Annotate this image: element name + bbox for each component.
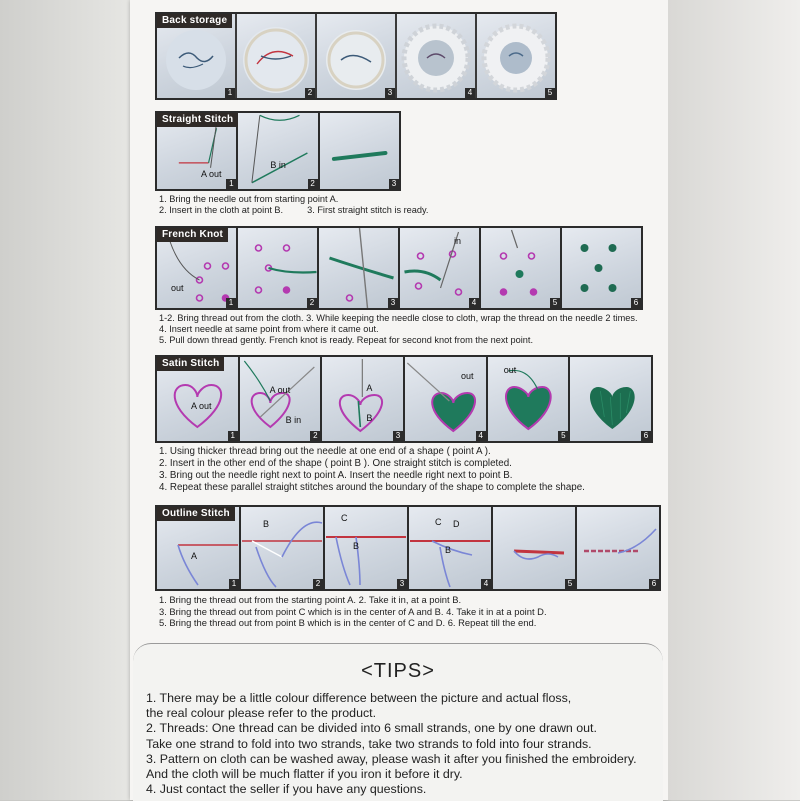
panel-number: 1 xyxy=(225,88,235,98)
panel-number: 6 xyxy=(641,431,651,441)
label-b-2: B xyxy=(353,541,360,551)
outline-stitch-instructions xyxy=(159,594,661,629)
back-storage-section xyxy=(155,12,557,100)
label-c: C xyxy=(341,513,348,523)
back-storage-title: Back storage xyxy=(157,14,232,28)
instruction-line xyxy=(159,205,428,216)
panel-number: 3 xyxy=(389,179,399,189)
outline-stitch-panel-6 xyxy=(577,507,659,589)
instruction-line: 5. Pull down thread gently. French knot is ready. Repeat for second knot from the next point. xyxy=(159,335,533,346)
satin-stitch-panel-5 xyxy=(488,357,569,441)
french-knot-strip xyxy=(155,226,643,310)
instruction-line: 3. Bring out the needle right next to point A. Insert the needle right next to point B. xyxy=(159,470,513,481)
tip-line: 3. Pattern on cloth can be washed away, please wash it after you finished the embroidery. xyxy=(146,751,637,766)
outline-stitch-title: Outline Stitch xyxy=(157,507,235,521)
outline-stitch-panel-4 xyxy=(409,507,491,589)
back-storage-panel-4 xyxy=(397,14,475,98)
french-knot-panel-3 xyxy=(319,228,398,308)
satin-stitch-strip xyxy=(155,355,653,443)
straight-stitch-title: Straight Stitch xyxy=(157,113,238,127)
instruction-line: 1. Bring the needle out from starting point A. xyxy=(159,194,339,204)
satin-stitch-panel-3 xyxy=(322,357,403,441)
panel-number: 4 xyxy=(465,88,475,98)
satin-stitch-panel-2 xyxy=(240,357,321,441)
panel-number: 4 xyxy=(469,298,479,308)
back-storage-panel-3 xyxy=(317,14,395,98)
tip-line: 4. Just contact the seller if you have any questions. xyxy=(146,782,427,797)
tip-line: And the cloth will be much flatter if you iron it before it dry. xyxy=(146,767,463,782)
satin-stitch-title: Satin Stitch xyxy=(157,357,224,371)
label-out: out xyxy=(171,283,184,293)
panel-number: 3 xyxy=(393,431,403,441)
panel-number: 2 xyxy=(313,579,323,589)
instruction-line: 2. Insert in the other end of the shape ( point B ). One straight stitch is completed. xyxy=(159,458,512,469)
tip-line: Take one strand to fold into two strands, take two strands to fold into four strands. xyxy=(146,736,592,751)
straight-stitch-section xyxy=(155,111,428,216)
tips-panel xyxy=(133,643,663,801)
straight-stitch-panel-3 xyxy=(320,113,399,189)
straight-stitch-strip xyxy=(155,111,401,191)
instruction-text: 3. First straight stitch is ready. xyxy=(307,205,429,216)
label-a-out: A out xyxy=(191,401,212,411)
panel-number: 6 xyxy=(631,298,641,308)
satin-stitch-section xyxy=(155,355,653,494)
label-a: A xyxy=(191,551,198,561)
panel-number: 5 xyxy=(565,579,575,589)
tips-title: <TIPS> xyxy=(361,660,435,682)
label-out: out xyxy=(461,371,474,381)
panel-number: 1 xyxy=(226,179,236,189)
panel-number: 1 xyxy=(228,431,238,441)
instruction-text: 2. Insert in the cloth at point B. xyxy=(159,205,284,216)
label-b: B xyxy=(366,413,373,423)
straight-stitch-panel-2 xyxy=(238,113,317,189)
label-d: D xyxy=(453,519,460,529)
french-knot-panel-2 xyxy=(238,228,317,308)
french-knot-instructions xyxy=(159,313,643,347)
panel-number: 2 xyxy=(308,179,318,189)
panel-number: 5 xyxy=(545,88,555,98)
panel-number: 5 xyxy=(558,431,568,441)
label-b: B xyxy=(263,519,270,529)
french-knot-panel-5 xyxy=(481,228,560,308)
back-storage-panel-2 xyxy=(237,14,315,98)
instruction-line: 1-2. Bring thread out from the cloth. 3. While keeping the needle close to cloth, wrap the thread on the needle 2 times. xyxy=(159,313,638,323)
back-storage-strip xyxy=(155,12,557,100)
panel-number: 3 xyxy=(385,88,395,98)
label-a-out: A out xyxy=(201,169,222,179)
instruction-line: 4. Insert needle at same point from where it came out. xyxy=(159,324,379,335)
panel-number: 3 xyxy=(397,579,407,589)
panel-number: 1 xyxy=(226,298,236,308)
outline-stitch-panel-5 xyxy=(493,507,575,589)
instruction-line: 4. Repeat these parallel straight stitches around the boundary of the shape to complete the shape. xyxy=(159,482,585,493)
satin-stitch-instructions xyxy=(159,446,653,494)
instruction-line: 3. Bring the thread out from point C which is in the center of A and B. 4. Take it in at a point D. xyxy=(159,605,547,617)
panel-number: 4 xyxy=(481,579,491,589)
panel-number: 5 xyxy=(550,298,560,308)
outline-stitch-strip xyxy=(155,505,661,591)
label-b-in: B in xyxy=(270,160,286,170)
panel-number: 3 xyxy=(388,298,398,308)
outline-stitch-section xyxy=(155,505,661,629)
tip-line: the real colour please refer to the product. xyxy=(146,706,377,721)
label-a-out-2: A out xyxy=(269,385,291,395)
outline-stitch-panel-2 xyxy=(241,507,323,589)
instruction-line: 1. Using thicker thread bring out the needle at one end of a shape ( point A ). xyxy=(159,446,491,457)
label-b-3: B xyxy=(445,545,452,555)
label-a: A xyxy=(366,383,373,393)
french-knot-panel-6 xyxy=(562,228,641,308)
label-in: in xyxy=(454,236,462,246)
label-out-2: out xyxy=(503,365,517,375)
outline-stitch-panel-3 xyxy=(325,507,407,589)
panel-number: 4 xyxy=(476,431,486,441)
label-b-in: B in xyxy=(285,415,302,425)
straight-stitch-instructions xyxy=(159,194,428,216)
label-c-2: C xyxy=(435,517,442,527)
tip-line: 2. Threads: One thread can be divided into 6 small strands, one by one drawn out. xyxy=(146,721,597,736)
satin-stitch-panel-6 xyxy=(570,357,651,441)
panel-number: 2 xyxy=(307,298,317,308)
instruction-line: 5. Bring the thread out from point B which is in the center of C and D. 6. Repeat till the end. xyxy=(159,617,537,629)
satin-stitch-panel-4 xyxy=(405,357,486,441)
back-storage-panel-5 xyxy=(477,14,555,98)
french-knot-panel-4 xyxy=(400,228,479,308)
french-knot-title: French Knot xyxy=(157,228,228,242)
background-right xyxy=(668,0,800,800)
instruction-line: 1. Bring the thread out from the starting point A. 2. Take it in, at a point B. xyxy=(159,594,462,605)
panel-number: 2 xyxy=(310,431,320,441)
tips-body xyxy=(146,691,637,797)
panel-number: 2 xyxy=(305,88,315,98)
tip-line: 1. There may be a little colour difference between the picture and actual floss, xyxy=(146,691,572,705)
panel-number: 6 xyxy=(649,579,659,589)
french-knot-section xyxy=(155,226,643,347)
background-left xyxy=(0,0,130,800)
panel-number: 1 xyxy=(229,579,239,589)
